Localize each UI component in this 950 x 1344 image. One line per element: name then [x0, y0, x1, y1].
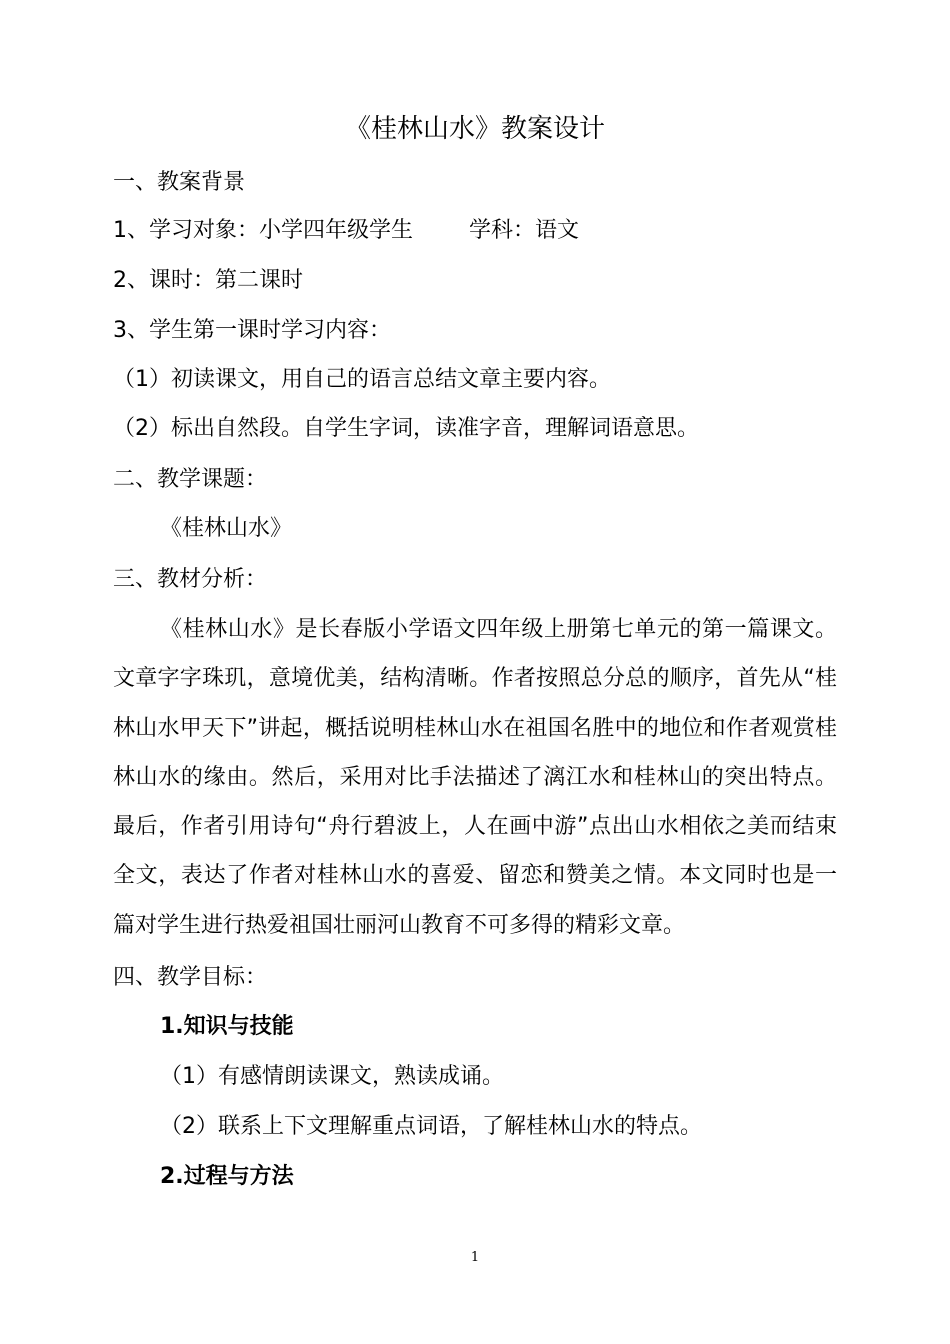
section3-heading: 三、教材分析： [113, 567, 268, 592]
analysis-text: 《桂林山水》是长春版小学语文四年级上册第七单元的第一篇课文。文章字字珠玑，意境优美，结构清晰。作者按照总分总的顺序，首先从“桂林山水甲天下”讲起，概括说明桂林山水在祖国名胜中的地位和作者观赏桂林山水的缘由。然后，采用对比手法描述了漓江水和桂林山的突出特点。最后，作者引用诗句“舟行碧波上，人在画中游”点出山水相依之美而结束全文，表达了作者对桂林山水的喜爱、留恋和赞美之情。本文同时也是一篇对学生进行热爱祖国壮丽河山教育不可多得的精彩文章。 [113, 617, 837, 938]
section2-heading: 二、教学课题： [113, 467, 268, 492]
goal1-item1: （1）有感情朗读课文，熟读成诵。 [160, 1064, 504, 1089]
document-title: 《桂林山水》教案设计 [344, 114, 605, 144]
section1-heading: 一、教案背景 [113, 170, 246, 195]
goal1-title: 1.知识与技能 [160, 1014, 294, 1039]
section1-item3: 3、学生第一课时学习内容： [113, 318, 391, 343]
goal1-item2: （2）联系上下文理解重点词语，了解桂林山水的特点。 [160, 1114, 702, 1139]
page-number: 1 [470, 1250, 480, 1265]
section1-item1 [113, 216, 579, 246]
section1-sub1: （1）初读课文，用自己的语言总结文章主要内容。 [113, 367, 611, 392]
section1-item2: 2、课时：第二课时 [113, 268, 303, 293]
goal2-title: 2.过程与方法 [160, 1164, 294, 1189]
section1-sub2: （2）标出自然段。自学生字词，读准字音，理解词语意思。 [113, 416, 699, 441]
section3-paragraph [113, 605, 837, 950]
section2-topic: 《桂林山水》 [160, 516, 293, 541]
section4-heading: 四、教学目标： [113, 965, 268, 990]
learning-target: 1、学习对象：小学四年级学生 [113, 218, 413, 243]
subject: 学科：语文 [469, 218, 580, 243]
